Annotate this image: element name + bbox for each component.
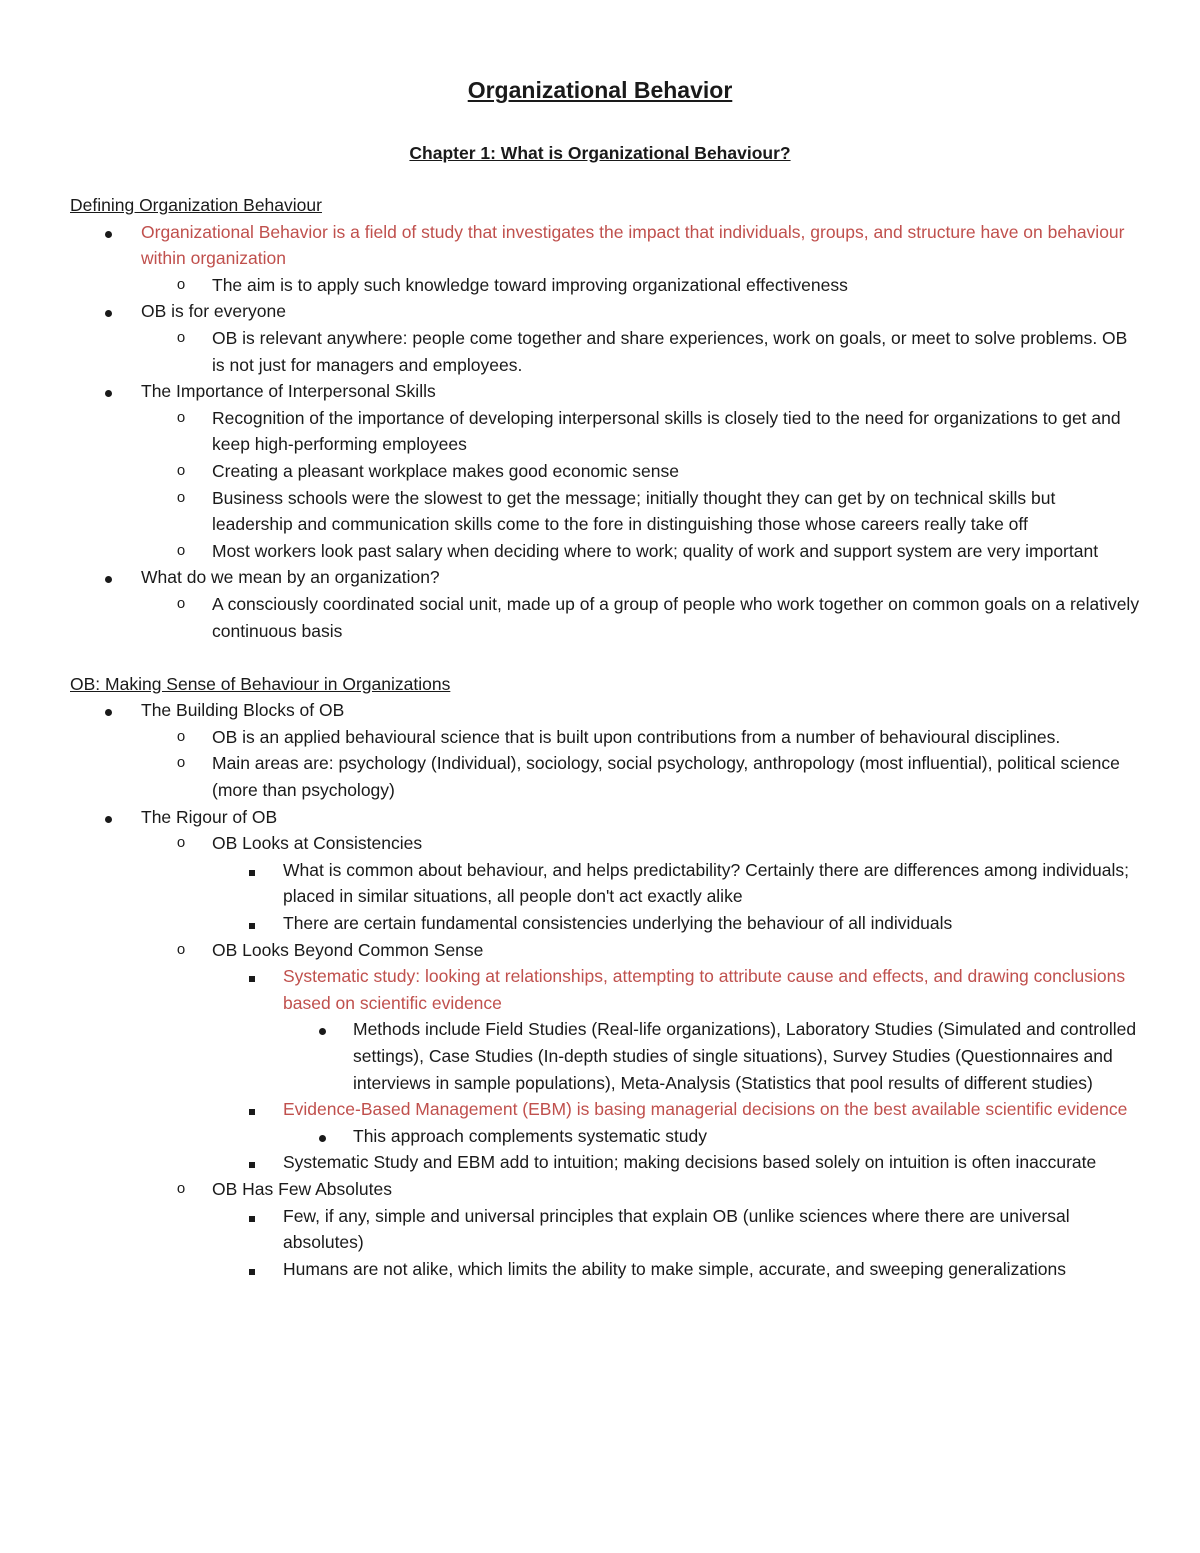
square-bullet-icon xyxy=(242,910,262,937)
list-item: o OB Has Few Absolutes xyxy=(70,1176,1140,1203)
bullet-icon xyxy=(98,564,118,591)
circle-bullet-icon: o xyxy=(176,1179,186,1197)
bullet-icon xyxy=(98,298,118,325)
chapter-heading: Chapter 1: What is Organizational Behaviour? xyxy=(409,143,791,163)
list-item: o OB Looks at Consistencies xyxy=(70,830,1140,857)
list-item: Systematic study: looking at relationships, attempting to attribute cause and effects, and drawing conclusions based on scientific evidence xyxy=(70,963,1140,1016)
circle-bullet-icon: o xyxy=(176,940,186,958)
bullet-icon xyxy=(312,1123,332,1150)
document-body xyxy=(70,192,1140,1282)
circle-bullet-icon: o xyxy=(176,754,186,772)
bullet-icon xyxy=(98,378,118,405)
list-item: There are certain fundamental consistencies underlying the behaviour of all individuals xyxy=(70,910,1140,937)
list-item: The Rigour of OB xyxy=(70,804,1140,831)
circle-bullet-icon: o xyxy=(176,488,186,506)
bullet-icon xyxy=(312,1016,332,1043)
circle-bullet-icon: o xyxy=(176,834,186,852)
circle-bullet-icon: o xyxy=(176,408,186,426)
square-bullet-icon xyxy=(242,1203,262,1230)
bullet-icon xyxy=(98,804,118,831)
square-bullet-icon xyxy=(242,1096,262,1123)
list-item: Systematic Study and EBM add to intuition; making decisions based solely on intuition is often inaccurate xyxy=(70,1149,1140,1176)
circle-bullet-icon: o xyxy=(176,594,186,612)
circle-bullet-icon: o xyxy=(176,727,186,745)
list-item: o OB is an applied behavioural science that is built upon contributions from a number of behavioural disciplines. xyxy=(70,724,1140,751)
list-item: Methods include Field Studies (Real-life organizations), Laboratory Studies (Simulated and controlled settings), Case Studies (In-depth studies of single situations), Survey Studies (Questionnaires and interviews in sample populations), Meta-Analysis (Statistics that pool results of different studies) xyxy=(70,1016,1140,1096)
square-bullet-icon xyxy=(242,857,262,884)
list-item: o OB is relevant anywhere: people come together and share experiences, work on goals, or meet to solve problems. OB is not just for managers and employees. xyxy=(70,325,1140,378)
document-title: Organizational Behavior xyxy=(467,77,733,103)
list-item: Evidence-Based Management (EBM) is basing managerial decisions on the best available scientific evidence xyxy=(70,1096,1140,1123)
square-bullet-icon xyxy=(242,1149,262,1176)
list-item: Humans are not alike, which limits the ability to make simple, accurate, and sweeping generalizations xyxy=(70,1256,1140,1283)
list-item: What do we mean by an organization? xyxy=(70,564,1140,591)
square-bullet-icon xyxy=(242,963,262,990)
list-item: The Importance of Interpersonal Skills xyxy=(70,378,1140,405)
spacer xyxy=(70,644,1140,671)
list-item: o Recognition of the importance of developing interpersonal skills is closely tied to the need for organizations to get and keep high-performing employees xyxy=(70,405,1140,458)
list-item: Organizational Behavior is a field of study that investigates the impact that individuals, groups, and structure have on behaviour within organization xyxy=(70,219,1140,272)
list-item: The Building Blocks of OB xyxy=(70,697,1140,724)
circle-bullet-icon: o xyxy=(176,328,186,346)
list-item: o Business schools were the slowest to get the message; initially thought they can get by on technical skills but leadership and communication skills come to the fore in distinguishing those whose careers really take off xyxy=(70,485,1140,538)
list-item: o A consciously coordinated social unit, made up of a group of people who work together on common goals on a relatively continuous basis xyxy=(70,591,1140,644)
list-item: What is common about behaviour, and helps predictability? Certainly there are differences among individuals; placed in similar situations, all people don't act exactly alike xyxy=(70,857,1140,910)
section-heading: Defining Organization Behaviour xyxy=(70,195,322,215)
list-item: o Main areas are: psychology (Individual), sociology, social psychology, anthropology (most influential), political science (more than psychology) xyxy=(70,750,1140,803)
section-heading: OB: Making Sense of Behaviour in Organizations xyxy=(70,673,451,694)
circle-bullet-icon: o xyxy=(176,461,186,479)
list-item: o The aim is to apply such knowledge toward improving organizational effectiveness xyxy=(70,272,1140,299)
circle-bullet-icon: o xyxy=(176,275,186,293)
list-item: o Most workers look past salary when deciding where to work; quality of work and support system are very important xyxy=(70,538,1140,565)
list-item: OB is for everyone xyxy=(70,298,1140,325)
list-item: o OB Looks Beyond Common Sense xyxy=(70,937,1140,964)
square-bullet-icon xyxy=(242,1256,262,1283)
bullet-icon xyxy=(98,219,118,246)
list-item: This approach complements systematic study xyxy=(70,1123,1140,1150)
list-item: Few, if any, simple and universal principles that explain OB (unlike sciences where there are universal absolutes) xyxy=(70,1203,1140,1256)
circle-bullet-icon: o xyxy=(176,541,186,559)
list-item: o Creating a pleasant workplace makes good economic sense xyxy=(70,458,1140,485)
bullet-icon xyxy=(98,697,118,724)
